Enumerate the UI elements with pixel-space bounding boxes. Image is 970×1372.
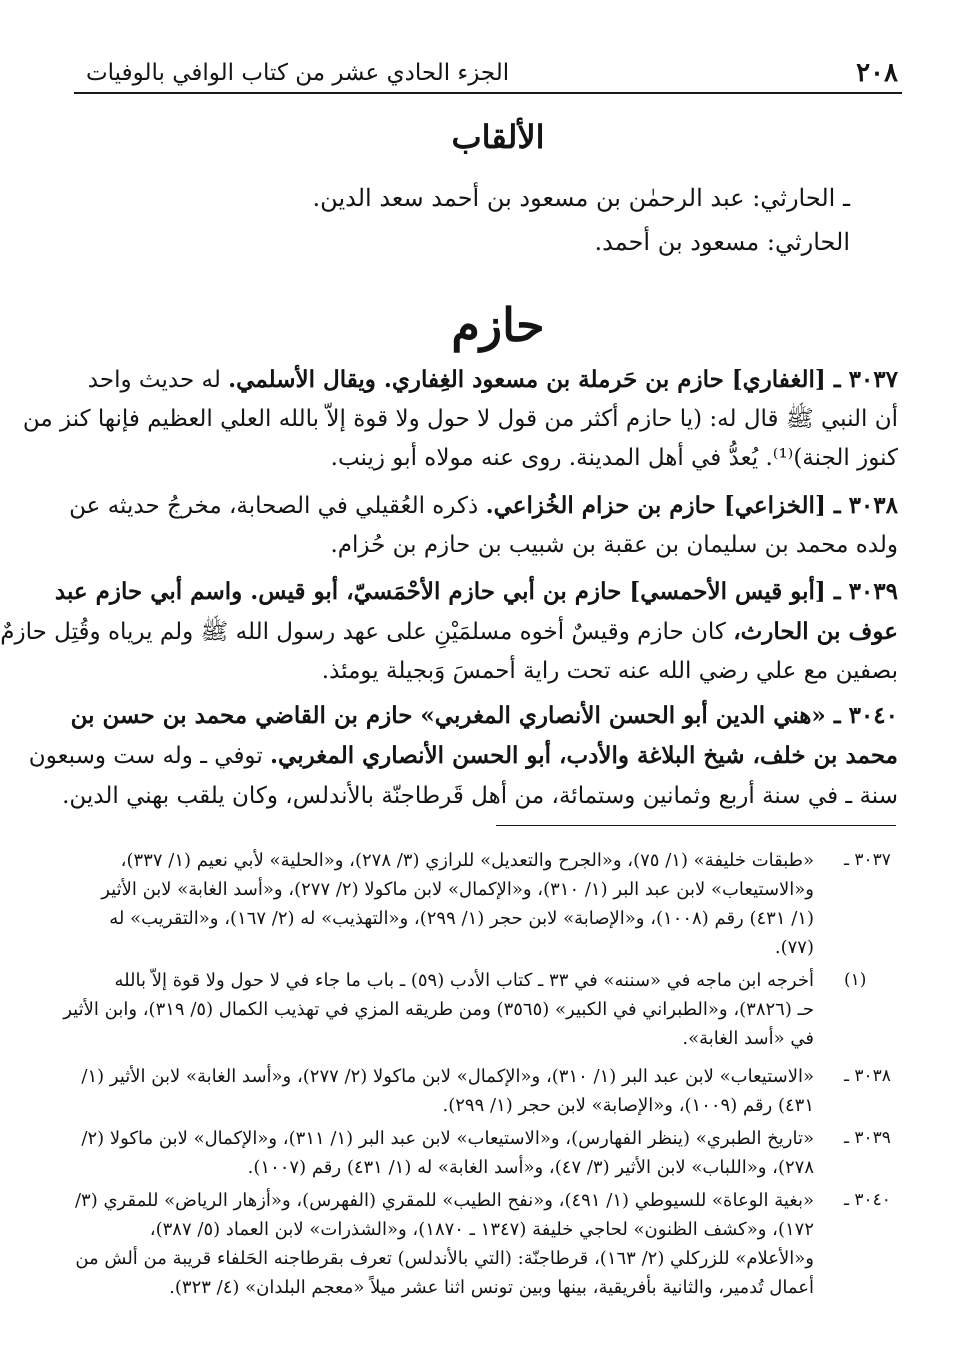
footnote-line: «طبقات خليفة» (١/ ٧٥)، و«الجرح والتعديل» للرازي (٣/ ٢٧٨)، و«الحلية» لأبي نعيم (١/ ٣٣٧)، <box>120 850 814 871</box>
entry-heading: ٣٠٣٨ ـ [الخزاعي] حازم بن حزام الخُزاعي. <box>485 492 898 519</box>
entry-heading: محمد بن خلف، شيخ البلاغة والأدب، أبو الحسن الأنصاري المغربي. <box>270 742 898 769</box>
biography-entry-3040 <box>28 696 898 816</box>
footnote-text <box>74 846 814 962</box>
footnote-line: «تاريخ الطبري» (ينظر الفهارس)، و«الاستيعاب» لابن عبد البر (١/ ٣١١)، و«الإكمال» لابن ماكولا (٢/ <box>81 1128 814 1149</box>
footnote-3038 <box>74 1062 898 1120</box>
entry-line <box>74 360 898 400</box>
entry-line <box>54 572 898 612</box>
entry-line <box>0 612 898 652</box>
section-title-hazim: حازم <box>451 298 545 352</box>
footnote-number: ٣٠٣٨ ـ <box>844 1066 891 1086</box>
footnote-line: «بغية الوعاة» للسيوطي (١/ ٤٩١)، و«نفح الطيب» للمقري (الفهرس)، و«أزهار الرياض» للمقري (٣/ <box>74 1190 814 1211</box>
entry-text: أن النبي ﷺ قال له: (يا حازم أكثر من قول لا حول ولا قوة إلاّ بالله العلي العظيم فإنها كنز من <box>22 406 898 432</box>
entry-line <box>22 400 898 439</box>
entry-text: ذكره العُقيلي في الصحابة، مخرجُ حديثه عن <box>69 493 486 519</box>
footnote-line: ٢٧٨)، و«اللباب» لابن الأثير (٣/ ٤٧)، و«أسد الغابة» له (١/ ٤٣١) رقم (١٠٠٧). <box>247 1157 814 1178</box>
entry-line <box>74 652 898 691</box>
entry-line <box>69 486 898 526</box>
entry-heading: ٣٠٤٠ ـ «هني الدين أبو الحسن الأنصاري المغربي» حازم بن القاضي محمد بن حسن بن <box>70 702 898 729</box>
entry-text: له حديث واحد <box>87 367 229 393</box>
footnote-line: في «أسد الغابة». <box>682 1028 814 1049</box>
entry-line <box>28 736 898 776</box>
footnote-line: (٧٧). <box>774 937 814 958</box>
laqab-item: الحارثي: مسعود بن أحمد. <box>594 228 850 256</box>
entry-line <box>74 526 898 565</box>
footnote-3037 <box>74 846 898 962</box>
footnote-line: أخرجه ابن ماجه في «سننه» في ٣٣ ـ كتاب الأدب (٥٩) ـ باب ما جاء في لا حول ولا قوة إلاّ بالله <box>114 970 814 991</box>
page-header <box>74 52 902 94</box>
footnote-text <box>74 1062 814 1120</box>
entry-line <box>62 776 898 816</box>
biography-entry-3038 <box>69 486 898 565</box>
footnote-text <box>74 1186 814 1302</box>
footnote-line: (١/ ٤٣١) رقم (١٠٠٨)، و«الإصابة» لابن حجر (١/ ٢٩٩)، و«التهذيب» له (٢/ ١٦٧)، و«التقريب» له <box>109 908 814 929</box>
entry-line <box>70 696 898 736</box>
entry-text: بصفين مع علي رضي الله عنه تحت راية أحمسَ وَبجيلة يومئذ. <box>321 658 898 684</box>
footnote-1 <box>63 966 898 1053</box>
footnote-line: حـ (٣٨٢٦)، و«الطبراني في الكبير» (٣٥٦٥) ومن طريقه المزي في تهذيب الكمال (٥/ ٣١٩)، وابن الأثير <box>63 999 814 1020</box>
footnote-3040 <box>74 1186 898 1302</box>
section-title-alqab: الألقاب <box>451 118 545 156</box>
footnote-line: ٤٣١) رقم (١٠٠٩)، و«الإصابة» لابن حجر (١/ ٢٩٩). <box>442 1095 814 1116</box>
running-title: الجزء الحادي عشر من كتاب الوافي بالوفيات <box>86 60 510 86</box>
biography-entry-3037 <box>22 360 898 478</box>
footnote-number: ٣٠٣٧ ـ <box>844 850 891 870</box>
footnote-line: و«الاستيعاب» لابن عبد البر (١/ ٣١٠)، و«الإكمال» لابن ماكولا (٢/ ٢٧٧)، و«أسد الغابة» لابن الأثير <box>101 879 814 900</box>
entry-heading: عوف بن الحارث، <box>733 618 898 645</box>
entry-text: كنوز الجنة)⁽¹⁾. يُعدُّ في أهل المدينة. روى عنه مولاه أبو زينب. <box>330 445 898 471</box>
entry-text: توفي ـ وله ست وسبعون <box>28 743 271 769</box>
footnote-number: (١) <box>844 970 867 990</box>
entry-text: ولده محمد بن سليمان بن عقبة بن شبيب بن حازم بن حُزام. <box>330 532 898 558</box>
footnote-line: ١٧٢)، و«كشف الظنون» لحاجي خليفة (١٣٤٧ ـ ١٨٧٠)، و«الشذرات» لابن العماد (٥/ ٣٨٧)، <box>149 1219 814 1240</box>
footnote-number: ٣٠٤٠ ـ <box>844 1190 891 1210</box>
footnote-text <box>63 966 814 1053</box>
biography-entry-3039 <box>0 572 898 691</box>
footnote-line: «الاستيعاب» لابن عبد البر (١/ ٣١٠)، و«الإكمال» لابن ماكولا (٢/ ٢٧٧)، و«أسد الغابة» لابن الأثير (١/ <box>81 1066 814 1087</box>
footnote-text <box>74 1124 814 1182</box>
entry-heading: ٣٠٣٩ ـ [أبو قيس الأحمسي] حازم بن أبي حازم الأحْمَسيّ، أبو قيس. واسم أبي حازم عبد <box>54 578 898 605</box>
footnote-3039 <box>74 1124 898 1182</box>
footnote-divider <box>496 825 896 826</box>
footnote-line: و«الأعلام» للزركلي (٢/ ١٦٣)، قرطاجنّة: (التي بالأندلس) تعرف بقرطاجنه الحَلفاء قريبة من ألش من <box>75 1248 814 1269</box>
entry-text: كان حازم وقيسٌ أخوه مسلمَيْنِ على عهد رسول الله ﷺ ولم يرياه وقُتِل حازمٌ <box>0 619 734 645</box>
page-number: ٢٠٨ <box>856 58 898 88</box>
entry-text: سنة ـ في سنة أربع وثمانين وستمائة، من أهل قَرطاجنّة بالأندلس، وكان يلقب بهني الدين. <box>62 783 898 809</box>
footnote-line: أعمال تُدمير، والثانية بأفريقية، بينها وبين تونس اثنا عشر ميلاً «معجم البلدان» (٤/ ٣٢٣). <box>169 1277 814 1298</box>
laqab-item: ـ الحارثي: عبد الرحمٰن بن مسعود بن أحمد سعد الدين. <box>312 184 850 212</box>
footnote-number: ٣٠٣٩ ـ <box>844 1128 891 1148</box>
entry-line <box>74 439 898 478</box>
entry-heading: ٣٠٣٧ ـ [الغفاري] حازم بن حَرملة بن مسعود الغِفاري. ويقال الأسلمي. <box>228 366 898 393</box>
